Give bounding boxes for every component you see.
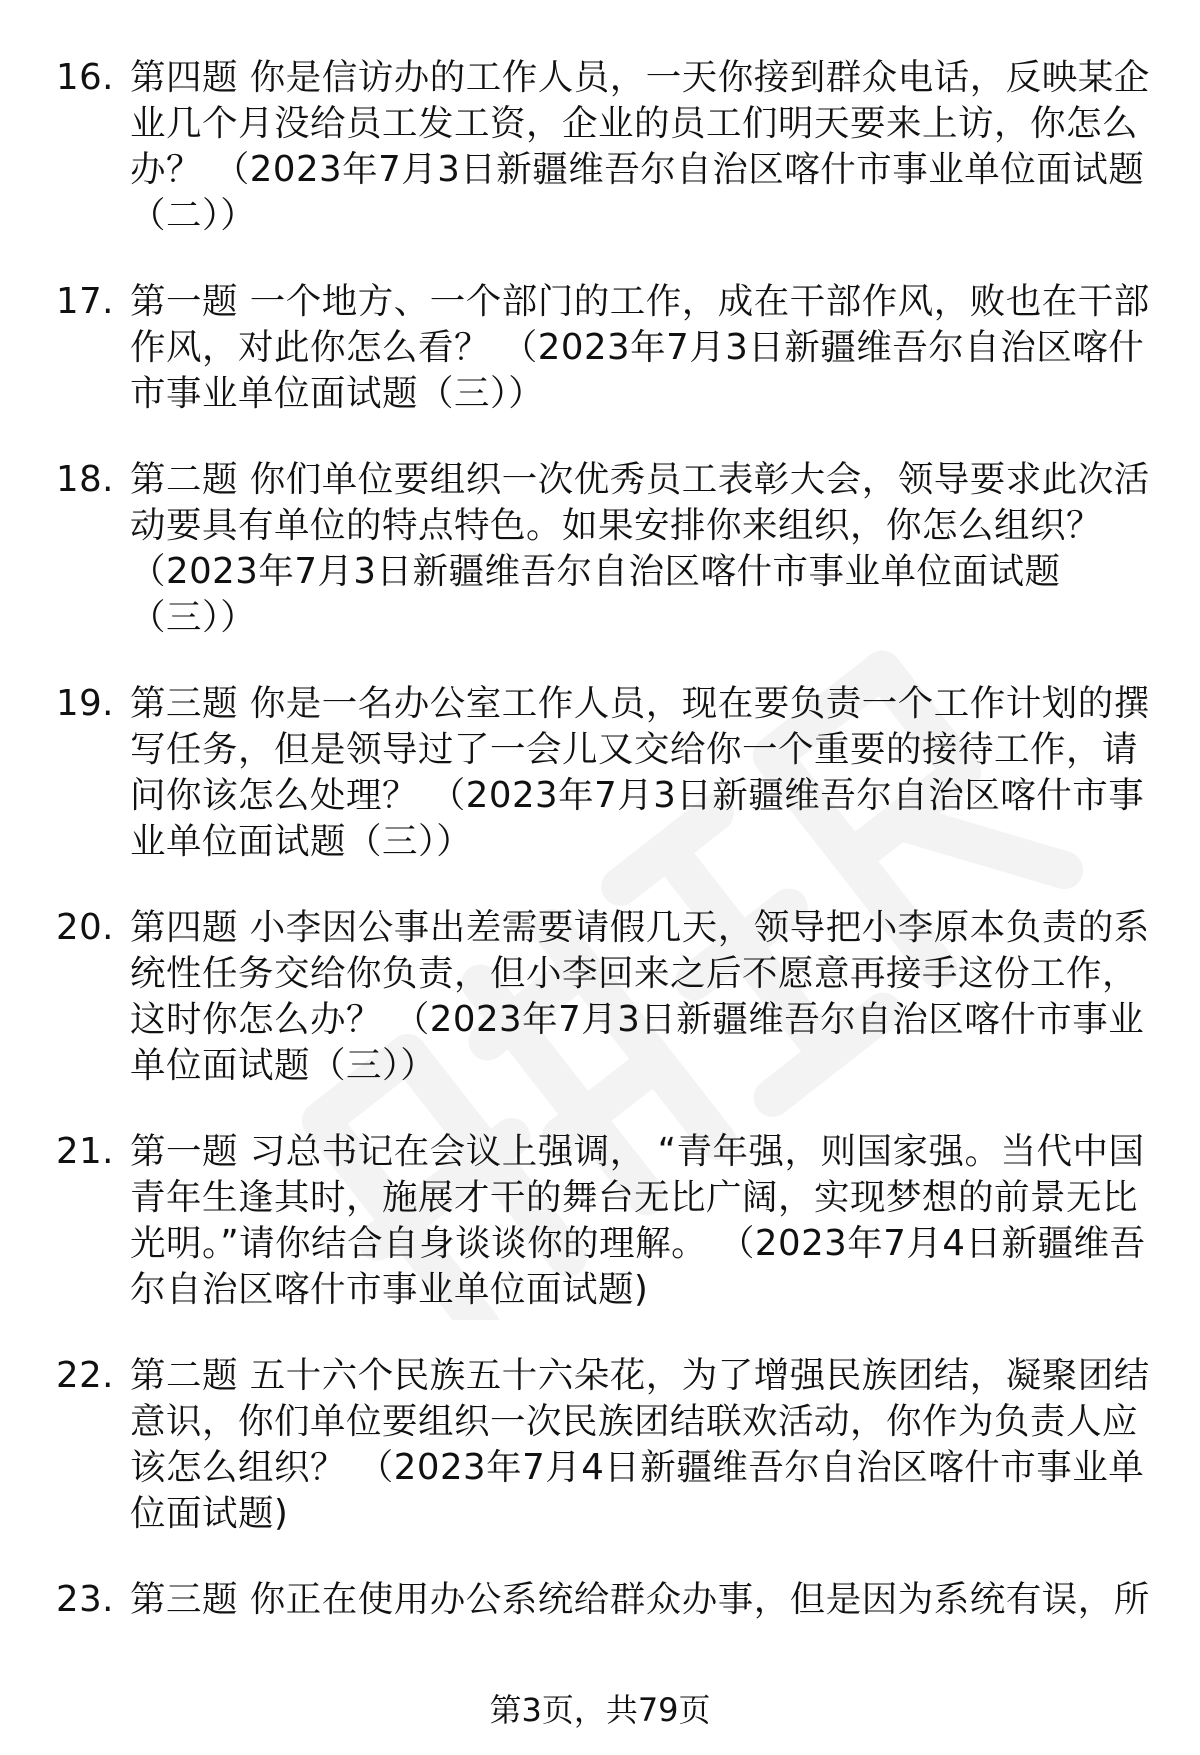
question-item-18 <box>0 457 1200 641</box>
question-list <box>0 55 1200 1663</box>
page-number-label: 第3页，共79页 <box>489 1691 711 1729</box>
page-footer <box>0 1690 1200 1730</box>
question-item-20 <box>0 905 1200 1089</box>
question-number: 21. <box>56 1131 114 1172</box>
question-text: 第二题 你们单位要组织一次优秀员工表彰大会，领导要求此次活动要具有单位的特点特色。如果安排你来组织，你怎么组织？ （2023年7月3日新疆维吾尔自治区喀什市事业单位面试题（三）） <box>130 459 1150 638</box>
question-number: 16. <box>56 57 114 98</box>
question-number: 23. <box>56 1579 114 1620</box>
question-text: 第三题 你正在使用办公系统给群众办事，但是因为系统有误，所 <box>130 1579 1150 1620</box>
question-item-23 <box>0 1577 1200 1623</box>
question-item-21 <box>0 1129 1200 1313</box>
question-number: 22. <box>56 1355 114 1396</box>
question-item-17 <box>0 279 1200 417</box>
question-number: 17. <box>56 281 114 322</box>
question-text: 第四题 你是信访办的工作人员，一天你接到群众电话，反映某企业几个月没给员工发工资，企业的员工们明天要来上访，你怎么办？ （2023年7月3日新疆维吾尔自治区喀什市事业单位面试题（二）） <box>130 57 1150 236</box>
question-text: 第四题 小李因公事出差需要请假几天，领导把小李原本负责的系统性任务交给你负责，但小李回来之后不愿意再接手这份工作，这时你怎么办？ （2023年7月3日新疆维吾尔自治区喀什市事业单位面试题（三）） <box>130 907 1150 1086</box>
question-text: 第一题 习总书记在会议上强调， “青年强，则国家强。当代中国青年生逢其时，施展才干的舞台无比广阔，实现梦想的前景无比光明。”请你结合自身谈谈你的理解。 （2023年7月4日新疆维吾尔自治区喀什市事业单位面试题) <box>130 1131 1146 1310</box>
question-item-22 <box>0 1353 1200 1537</box>
question-number: 20. <box>56 907 114 948</box>
question-number: 19. <box>56 683 114 724</box>
question-text: 第二题 五十六个民族五十六朵花，为了增强民族团结，凝聚团结意识，你们单位要组织一次民族团结联欢活动，你作为负责人应该怎么组织？ （2023年7月4日新疆维吾尔自治区喀什市事业单位面试题) <box>130 1355 1150 1534</box>
question-item-16 <box>0 55 1200 239</box>
question-text: 第三题 你是一名办公室工作人员，现在要负责一个工作计划的撰写任务，但是领导过了一会儿又交给你一个重要的接待工作，请问你该怎么处理？ （2023年7月3日新疆维吾尔自治区喀什市事业单位面试题（三）） <box>130 683 1150 862</box>
question-number: 18. <box>56 459 114 500</box>
question-text: 第一题 一个地方、一个部门的工作，成在干部作风，败也在干部作风，对此你怎么看？ （2023年7月3日新疆维吾尔自治区喀什市事业单位面试题（三）） <box>130 281 1150 414</box>
question-item-19 <box>0 681 1200 865</box>
